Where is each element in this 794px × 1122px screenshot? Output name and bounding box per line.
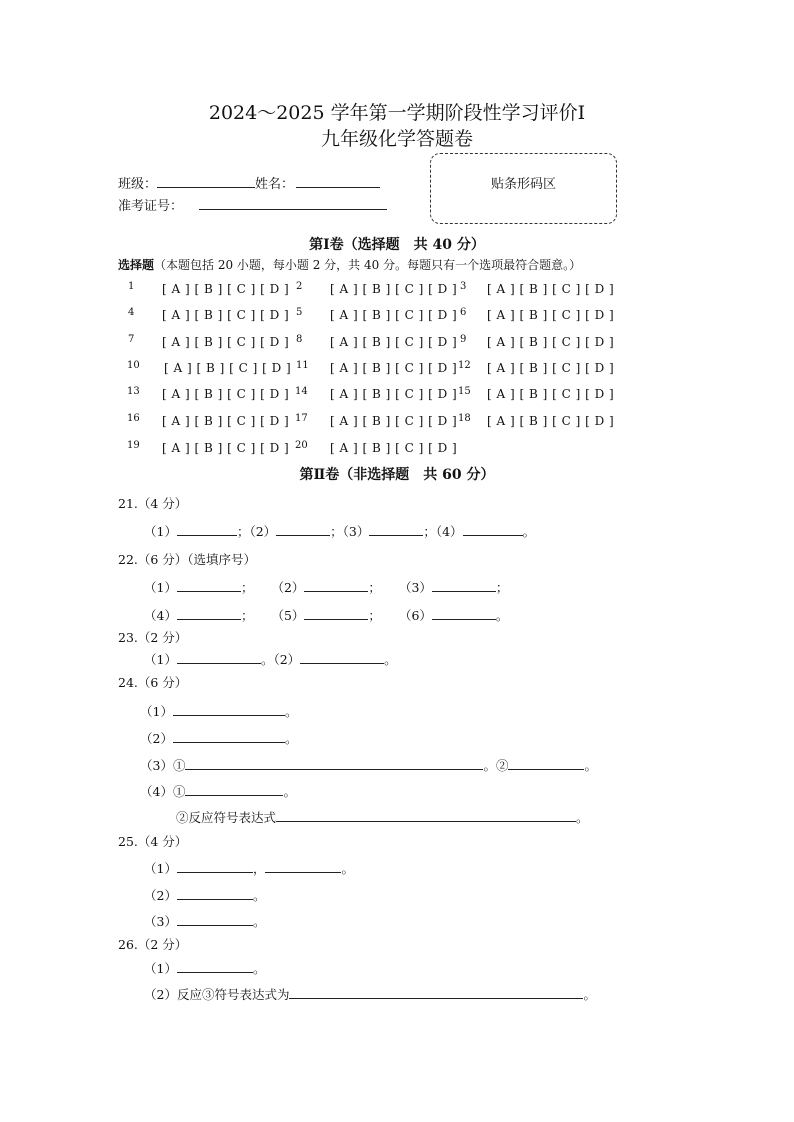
section1-title: 第Ⅰ卷（选择题 共 40 分） [309, 237, 485, 253]
q25-comma: ， [252, 861, 266, 876]
q25-blank-1b[interactable] [265, 860, 341, 873]
q-number: 13 [127, 386, 140, 397]
q26-end: 。 [252, 961, 266, 976]
q24-end: 。 [283, 784, 296, 799]
q22-sep: ； [495, 580, 509, 595]
q23-label-1: （1） [144, 652, 177, 667]
q24-line-2 [140, 729, 297, 747]
q25-label-3: （3） [144, 914, 177, 929]
q23-label-2: 。（2） [260, 652, 301, 667]
q25-end: 。 [252, 888, 266, 903]
q24-label-4: （4）① [140, 784, 186, 799]
q23-heading: 23.（2 分） [118, 630, 188, 645]
barcode-label: 贴条形码区 [490, 177, 556, 192]
q22-blank-1[interactable] [177, 579, 241, 592]
q25-blank-3[interactable] [177, 913, 253, 926]
exam-id-field[interactable] [199, 196, 387, 210]
q-number: 19 [127, 440, 140, 451]
instruction-bold: 选择题 [118, 258, 155, 272]
q26-label-1: （1） [144, 961, 177, 976]
q21-label-2: ；（2） [236, 524, 277, 539]
q25-blank-2[interactable] [177, 887, 253, 900]
q-number: 12 [458, 360, 471, 371]
exam-id-label: 准考证号： [118, 199, 184, 214]
q22-label-2: （2） [271, 580, 305, 595]
q24-line-5 [176, 808, 589, 826]
answer-options[interactable]: [ A ] [ B ] [ C ] [ D ] [330, 308, 458, 322]
q21-label-3: ；（3） [330, 524, 370, 539]
q22-blank-6[interactable] [432, 607, 496, 620]
q-number: 6 [460, 307, 467, 318]
q-number: 1 [128, 281, 135, 292]
q24-line-1 [140, 702, 297, 720]
answer-options[interactable]: [ A ] [ B ] [ C ] [ D ] [162, 335, 290, 349]
q-number: 7 [128, 334, 135, 345]
answer-options[interactable]: [ A ] [ B ] [ C ] [ D ] [164, 361, 292, 375]
answer-options[interactable]: [ A ] [ B ] [ C ] [ D ] [330, 414, 458, 428]
q24-end: 。 [284, 731, 298, 746]
q26-end: 。 [583, 987, 596, 1002]
answer-options[interactable]: [ A ] [ B ] [ C ] [ D ] [487, 308, 615, 322]
q21-label-4: ；（4） [423, 524, 463, 539]
q24-label-2: （2） [140, 731, 173, 746]
q22-label-3: （3） [398, 580, 432, 595]
answer-options[interactable]: [ A ] [ B ] [ C ] [ D ] [487, 335, 615, 349]
q22-blank-4[interactable] [177, 607, 241, 620]
answer-options[interactable]: [ A ] [ B ] [ C ] [ D ] [330, 335, 458, 349]
q25-line-1 [144, 859, 354, 877]
q23-answers [144, 650, 397, 668]
q21-blank-2[interactable] [276, 523, 330, 536]
q24-label-5: ②反应符号表达式 [176, 810, 277, 825]
answer-options[interactable]: [ A ] [ B ] [ C ] [ D ] [162, 282, 290, 296]
q21-blank-4[interactable] [463, 523, 523, 536]
q22-label-4: （4） [144, 608, 177, 623]
q24-line-3 [140, 756, 597, 774]
q22-blank-3[interactable] [432, 579, 496, 592]
q21-heading: 21.（4 分） [118, 496, 188, 511]
q-number: 14 [295, 386, 308, 397]
q24-blank-1[interactable] [173, 703, 285, 716]
name-label: 姓名： [255, 177, 295, 192]
answer-options[interactable]: [ A ] [ B ] [ C ] [ D ] [162, 308, 290, 322]
q-number: 9 [460, 334, 467, 345]
q21-label-1: （1） [144, 524, 177, 539]
answer-options[interactable]: [ A ] [ B ] [ C ] [ D ] [330, 387, 458, 401]
q26-line-1 [144, 959, 265, 977]
q22-blank-2[interactable] [304, 579, 368, 592]
q25-label-1: （1） [144, 861, 177, 876]
answer-options[interactable]: [ A ] [ B ] [ C ] [ D ] [330, 441, 458, 455]
q22-label-6: （6） [398, 608, 432, 623]
answer-options[interactable]: [ A ] [ B ] [ C ] [ D ] [330, 282, 458, 296]
q-number: 15 [458, 386, 471, 397]
q24-label-1: （1） [140, 704, 173, 719]
q24-heading: 24.（6 分） [118, 675, 188, 690]
q25-blank-1a[interactable] [177, 860, 253, 873]
q-number: 20 [295, 440, 308, 451]
q21-end: 。 [522, 524, 536, 539]
q22-sep: ； [240, 580, 254, 595]
name-field[interactable] [296, 174, 380, 188]
q-number: 5 [296, 307, 303, 318]
answer-options[interactable]: [ A ] [ B ] [ C ] [ D ] [162, 414, 290, 428]
section2-title: 第Ⅱ卷（非选择题 共 60 分） [299, 467, 495, 483]
section1-instruction [118, 256, 581, 273]
q25-line-2 [144, 886, 265, 904]
class-label: 班级： [118, 177, 158, 192]
answer-options[interactable]: [ A ] [ B ] [ C ] [ D ] [162, 441, 290, 455]
q25-end: 。 [341, 861, 354, 876]
q25-line-3 [144, 912, 265, 930]
q21-answers [144, 522, 535, 540]
q-number: 16 [127, 413, 140, 424]
q22-row-2 [144, 606, 508, 624]
q25-heading: 25.（4 分） [118, 834, 188, 849]
q21-blank-1[interactable] [177, 523, 237, 536]
q22-row-1 [144, 578, 508, 596]
q22-blank-5[interactable] [304, 607, 368, 620]
q24-line-4 [140, 782, 296, 800]
q-number: 4 [128, 307, 135, 318]
q25-label-2: （2） [144, 888, 177, 903]
q-number: 3 [460, 281, 467, 292]
barcode-area [430, 153, 617, 224]
q-number: 8 [296, 334, 303, 345]
class-name-row [118, 173, 380, 192]
q23-blank-2[interactable] [300, 651, 384, 664]
q22-heading: 22.（6 分）（选填序号） [118, 552, 257, 567]
q-number: 18 [458, 413, 471, 424]
exam-title: 2024～2025 学年第一学期阶段性学习评价Ⅰ [208, 102, 586, 124]
instruction-text: （本题包括 20 小题，每小题 2 分，共 40 分。每题只有一个选项最符合题意。） [154, 258, 582, 272]
q22-sep: ； [368, 580, 381, 595]
class-field[interactable] [157, 174, 255, 188]
q26-blank-2[interactable] [289, 986, 583, 999]
q22-label-1: （1） [144, 580, 177, 595]
q22-sep: ； [368, 608, 381, 623]
q-number: 17 [295, 413, 308, 424]
exam-subtitle: 九年级化学答题卷 [320, 128, 473, 150]
q26-label-2: （2）反应③符号表达式为 [144, 987, 290, 1002]
q23-blank-1[interactable] [177, 651, 261, 664]
q-number: 11 [296, 360, 309, 371]
answer-options[interactable]: [ A ] [ B ] [ C ] [ D ] [487, 282, 615, 296]
q26-heading: 26.（2 分） [118, 937, 188, 952]
q25-end: 。 [252, 914, 266, 929]
q23-end: 。 [384, 652, 397, 667]
q24-blank-5[interactable] [276, 809, 576, 822]
q24-blank-4[interactable] [185, 783, 283, 796]
q24-blank-3a[interactable] [185, 757, 483, 770]
exam-id-row [118, 195, 387, 214]
answer-options[interactable]: [ A ] [ B ] [ C ] [ D ] [487, 387, 615, 401]
q22-label-5: （5） [271, 608, 305, 623]
q-number: 2 [296, 281, 303, 292]
q24-end: 。 [576, 810, 589, 825]
answer-options[interactable]: [ A ] [ B ] [ C ] [ D ] [330, 361, 458, 375]
q26-line-2 [144, 985, 596, 1003]
q24-label-3: （3）① [140, 758, 186, 773]
answer-options[interactable]: [ A ] [ B ] [ C ] [ D ] [487, 414, 615, 428]
q24-end: 。 [284, 704, 298, 719]
q22-end: 。 [495, 608, 509, 623]
answer-options[interactable]: [ A ] [ B ] [ C ] [ D ] [487, 361, 615, 375]
q24-label-3b: 。② [483, 758, 509, 773]
q22-sep: ； [240, 608, 254, 623]
q24-end: 。 [584, 758, 597, 773]
q26-blank-1[interactable] [177, 960, 253, 973]
q24-blank-2[interactable] [173, 730, 285, 743]
q-number: 10 [127, 360, 140, 371]
q21-blank-3[interactable] [369, 523, 423, 536]
q24-blank-3b[interactable] [508, 757, 584, 770]
answer-options[interactable]: [ A ] [ B ] [ C ] [ D ] [162, 387, 290, 401]
